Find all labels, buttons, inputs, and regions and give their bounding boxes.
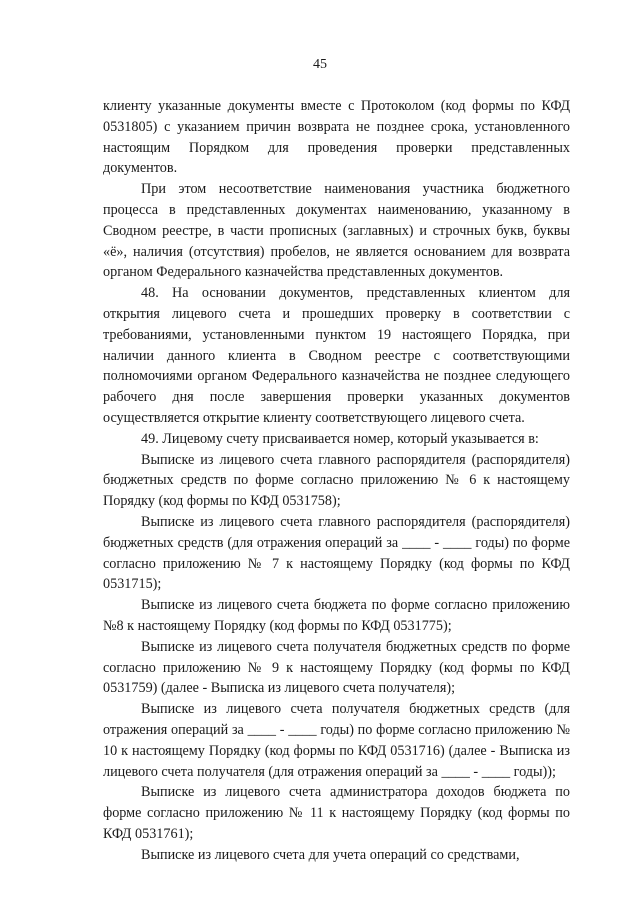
list-item-statement-0531775: Выписке из лицевого счета бюджета по форме согласно приложению №8 к настоящему Порядку (код формы по КФД 0531775); <box>103 597 570 634</box>
paragraph-name-mismatch: При этом несоответствие наименования участника бюджетного процесса в представленных документах наименованию, указанному в Сводном реестре, в части прописных (заглавных) и строчных букв, буквы «ё», наличия (отсутствия) пробелов, не является основанием для возврата органом Федерального казначейства представленных документов. <box>103 181 570 281</box>
list-item-statement-0531715: Выписке из лицевого счета главного распорядителя (распорядителя) бюджетных средств (для отражения операций за ____ - ____ годы) по форме согласно приложению № 7 к настоящему Порядку (код формы по КФД 0531715); <box>103 513 570 593</box>
list-item-statement-0531761: Выписке из лицевого счета администратора доходов бюджета по форме согласно приложению № 11 к настоящему Порядку (код формы по КФД 0531761); <box>103 784 570 842</box>
paragraph-item-49: 49. Лицевому счету присваивается номер, который указывается в: <box>141 430 539 447</box>
list-item-statement-0531759: Выписке из лицевого счета получателя бюджетных средств по форме согласно приложению № 9 к настоящему Порядку (код формы по КФД 0531759) (далее - Выписка из лицевого счета получателя); <box>103 638 570 697</box>
page-number: 45 <box>313 57 327 72</box>
list-item-statement-0531758: Выписке из лицевого счета главного распорядителя (распорядителя) бюджетных средств по форме согласно приложению № 6 к настоящему Порядку (код формы по КФД 0531758); <box>103 451 570 510</box>
list-item-statement-0531716: Выписке из лицевого счета получателя бюджетных средств (для отражения операций за ____ - ____ годы) по форме согласно приложению № 10 к настоящему Порядку (код формы по КФД 0531716) (далее - Выписка из лицевого счета получателя (для отражения операций за ____ - ____ годы)); <box>103 701 570 780</box>
paragraph-item-48: 48. На основании документов, представленных клиентом для открытия лицевого счета и прошедших проверку в соответствии с требованиями, установленными пунктом 19 настоящего Порядка, при наличии данного клиента в Сводном реестре с соответствующими полномочиями органом Федерального казначейства не позднее следующего рабочего дня после завершения проверки указанных документов осуществляется открытие клиенту соответствующего лицевого счета. <box>103 285 570 426</box>
list-item-statement-funds: Выписке из лицевого счета для учета операций со средствами, <box>141 846 520 863</box>
paragraph-return-documents: клиенту указанные документы вместе с Протоколом (код формы по КФД 0531805) с указанием причин возврата не позднее срока, установленного настоящим Порядком для проведения проверки представленных документов. <box>103 98 570 177</box>
document-body <box>103 96 570 865</box>
